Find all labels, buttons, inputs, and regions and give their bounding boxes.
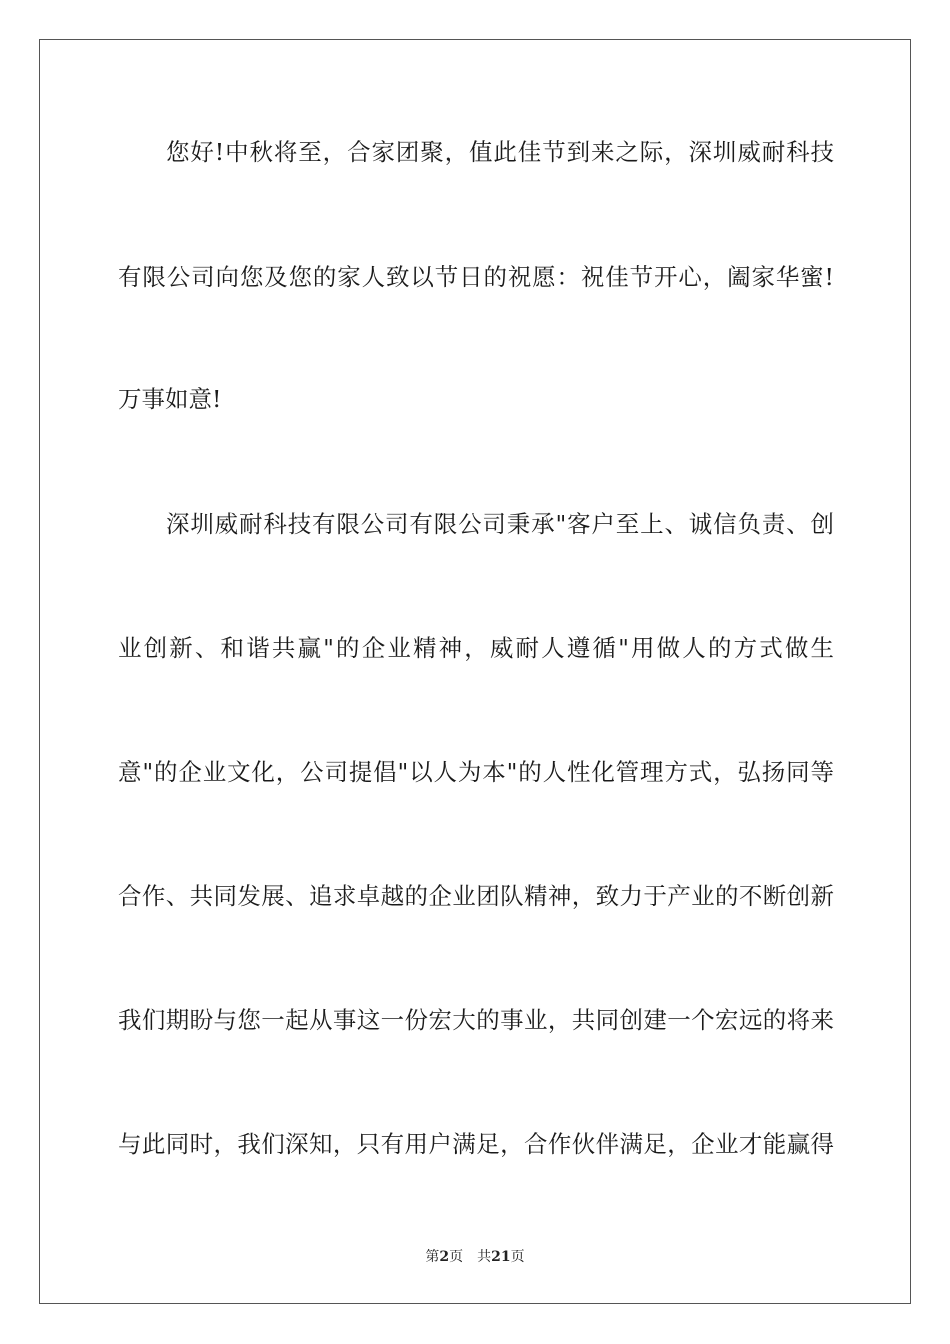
paragraph-2-line-2: 业创新、和谐共赢"的企业精神，威耐人遵循"用做人的方式做生 [118, 634, 834, 662]
page-suffix: 页 [449, 1249, 464, 1265]
total-prefix: 共 [477, 1249, 492, 1265]
paragraph-2-line-6: 与此同时，我们深知，只有用户满足，合作伙伴满足，企业才能赢得 [118, 1130, 834, 1158]
paragraph-2-line-1: 深圳威耐科技有限公司有限公司秉承"客户至上、诚信负责、创 [166, 510, 834, 538]
page-footer [0, 1248, 950, 1266]
paragraph-2-line-5: 我们期盼与您一起从事这一份宏大的事业，共同创建一个宏远的将来 [118, 1006, 834, 1034]
total-suffix: 页 [510, 1249, 525, 1265]
page-frame [39, 39, 911, 1304]
paragraph-2-line-3: 意"的企业文化，公司提倡"以人为本"的人性化管理方式，弘扬同等 [118, 758, 834, 786]
paragraph-2-line-4: 合作、共同发展、追求卓越的企业团队精神，致力于产业的不断创新 [118, 882, 834, 910]
paragraph-1-line-1: 您好!中秋将至，合家团聚，值此佳节到来之际，深圳威耐科技 [166, 138, 834, 166]
page-prefix: 第 [425, 1249, 440, 1265]
total-pages: 21 [491, 1249, 511, 1265]
page-number: 2 [439, 1249, 450, 1265]
paragraph-1-line-2: 有限公司向您及您的家人致以节日的祝愿：祝佳节开心，阖家华蜜! [118, 263, 834, 291]
paragraph-1-line-3: 万事如意! [118, 385, 222, 413]
